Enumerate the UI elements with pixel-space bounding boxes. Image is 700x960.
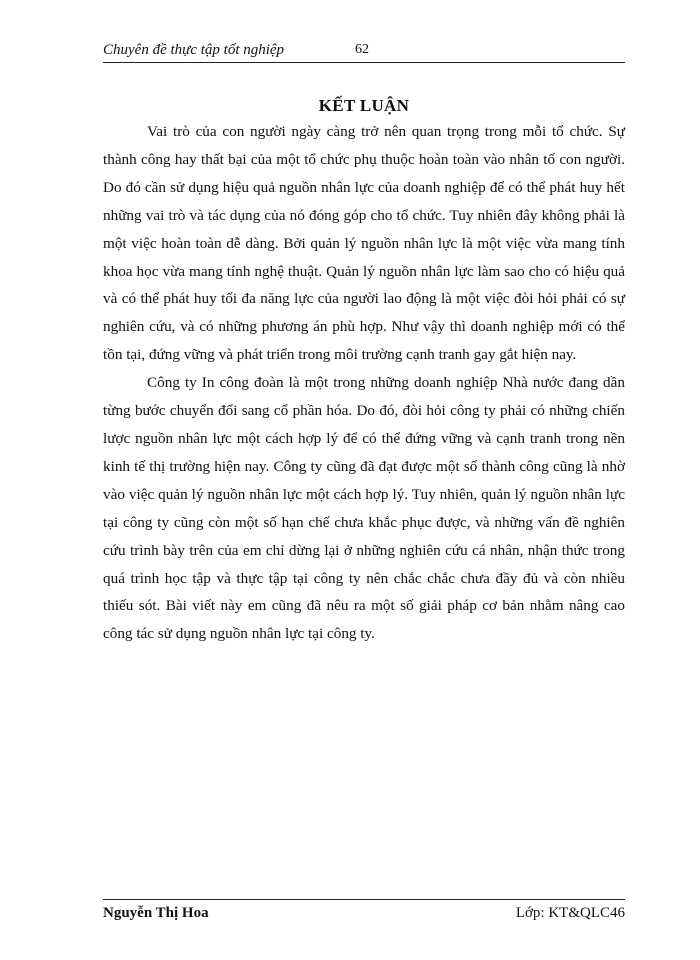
page-header <box>103 40 625 63</box>
paragraph: Vai trò của con người ngày càng trở nên quan trọng trong mỗi tổ chức. Sự thành công hay thất bại của một tổ chức phụ thuộc hoàn toàn vào nhân tố con người. Do đó cần sử dụng hiệu quả nguồn nhân lực của doanh nghiệp để có thể phát huy hết những vai trò và tác dụng của nó đóng góp cho tổ chức. Tuy nhiên đây không phải là một việc hoàn toàn dễ dàng. Bởi quản lý nguồn nhân lực là một việc vừa mang tính khoa học vừa mang tính nghệ thuật. Quản lý nguồn nhân lực làm sao cho có hiệu quả và có thể phát huy tối đa năng lực của người lao động là một việc đòi hỏi phải có sự nghiên cứu, và có những phương án phù hợp. Như vậy thì doanh nghiệp mới có thể tồn tại, đứng vững và phát triển trong môi trường cạnh tranh gay gắt hiện nay. <box>103 123 625 364</box>
section-heading: KẾT LUẬN <box>318 96 410 115</box>
footer-author: Nguyễn Thị Hoa <box>103 905 209 921</box>
page-footer <box>103 899 625 922</box>
document-body <box>103 118 625 648</box>
header-title: Chuyên đề thực tập tốt nghiệp <box>103 42 285 58</box>
footer-class: Lớp: KT&QLC46 <box>515 905 625 921</box>
page-number: 62 <box>355 42 369 57</box>
paragraph: Công ty In công đoàn là một trong những doanh nghiệp Nhà nước đang dần từng bước chuyển đổi sang cổ phần hóa. Do đó, đòi hỏi công ty phải có những chiến lược nguồn nhân lực một cách hợp lý để có thể đứng vững và cạnh tranh trong nền kinh tế thị trường hiện nay. Công ty cũng đã đạt được một số thành công cũng là nhờ vào việc quản lý nguồn nhân lực một cách hợp lý. Tuy nhiên, quản lý nguồn nhân lực tại công ty cũng còn một số hạn chế chưa khắc phục được, và những vấn đề nghiên cứu trình bày trên của em chỉ dừng lại ở những nghiên cứu cá nhân, nhận thức trong quá trình học tập và thực tập tại công ty nên chắc chắc chưa đầy đủ và còn nhiều thiếu sót. Bài viết này em cũng đã nêu ra một số giải pháp cơ bản nhằm nâng cao công tác sử dụng nguồn nhân lực tại công ty. <box>103 374 625 643</box>
